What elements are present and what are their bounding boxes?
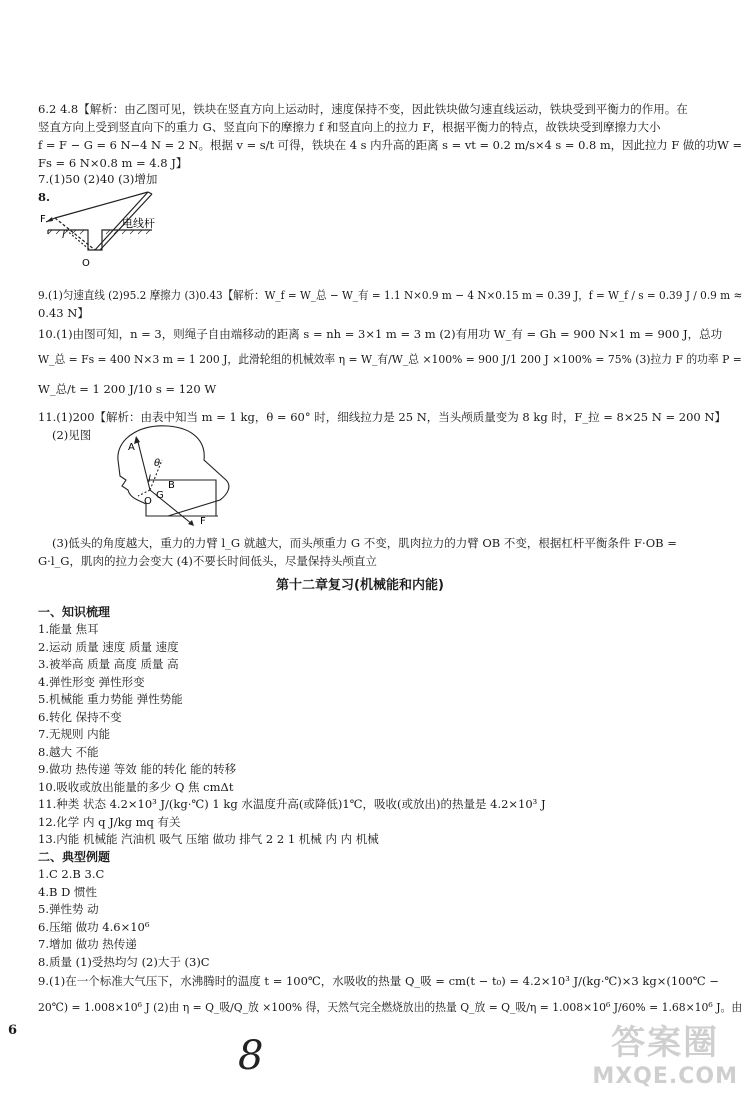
example-item: 6.压缩 做功 4.6×10⁶: [38, 920, 150, 934]
example-item: 8.质量 (1)受热均匀 (2)大于 (3)C: [38, 955, 210, 969]
answer-10-line-2: W_总 = Fs = 400 N×3 m = 1 200 J，此滑轮组的机械效率 η = W_有/W_总 ×100% = 900 J/1 200 J ×100% = 75% (3)拉力 F 的功率 P =: [38, 352, 742, 366]
knowledge-item: 9.做功 热传递 等效 能的转化 能的转移: [38, 762, 237, 776]
figure-8-lever-diagram: [40, 188, 200, 270]
example-item: 7.增加 做功 热传递: [38, 937, 137, 951]
knowledge-item: 5.机械能 重力势能 弹性势能: [38, 692, 183, 706]
knowledge-item: 4.弹性形变 弹性形变: [38, 675, 145, 689]
knowledge-item: 6.转化 保持不变: [38, 710, 122, 724]
answer-9-line-1: 9.(1)匀速直线 (2)95.2 摩擦力 (3)0.43【解析：W_f = W_总 − W_有 = 1.1 N×0.9 m − 4 N×0.15 m = 0.39 J，f = W_f / s = 0.39 J / 0.9 m ≈: [38, 288, 743, 302]
knowledge-item: 13.内能 机械能 汽油机 吸气 压缩 做功 排气 2 2 1 机械 内 内 机械: [38, 832, 379, 846]
fig11-label-G: G: [156, 490, 164, 501]
fig11-label-l: l: [148, 474, 151, 485]
fig8-label-l: l: [62, 230, 65, 241]
fig11-label-O: O: [144, 496, 152, 507]
section-examples-heading: 二、典型例题: [38, 850, 111, 864]
answer-10-line-3: W_总/t = 1 200 J/10 s = 120 W: [38, 382, 217, 396]
knowledge-item: 8.越大 不能: [38, 745, 99, 759]
page-number: 6: [8, 1023, 18, 1038]
handwritten-mark: 8: [238, 1033, 264, 1079]
knowledge-item: 1.能量 焦耳: [38, 622, 99, 636]
example-item: 9.(1)在一个标准大气压下，水沸腾时的温度 t = 100℃，水吸收的热量 Q_吸 = cm(t − t₀) = 4.2×10³ J/(kg·℃)×3 kg×(100℃ −: [38, 974, 719, 988]
answer-8-label: 8.: [38, 190, 51, 204]
answer-11-line-3: (3)低头的角度越大，重力的力臂 l_G 就越大，而头颅重力 G 不变，肌肉拉力的力臂 OB 不变，根据杠杆平衡条件 F·OB =: [52, 536, 677, 550]
fig8-label-pole: 电线杆: [122, 217, 155, 230]
site-watermark: [592, 1015, 738, 1089]
knowledge-item: 2.运动 质量 速度 质量 速度: [38, 640, 179, 654]
answer-11-line-4: G·l_G，肌肉的拉力会变大 (4)不要长时间低头，尽量保持头颅直立: [38, 554, 377, 568]
knowledge-item: 12.化学 内 q J/kg mq 有关: [38, 815, 181, 829]
example-item: 5.弹性势 动: [38, 902, 99, 916]
knowledge-item: 11.种类 状态 4.2×10³ J/(kg·℃) 1 kg 水温度升高(或降低)1℃，吸收(或放出)的热量是 4.2×10³ J: [38, 797, 546, 811]
knowledge-item: 3.被举高 质量 高度 质量 高: [38, 657, 179, 671]
example-item: 4.B D 惯性: [38, 885, 97, 899]
chapter-title: 第十二章复习(机械能和内能): [276, 578, 444, 593]
answer-11-line-1: 11.(1)200【解析：由表中知当 m = 1 kg，θ = 60° 时，细线拉力是 25 N，当头颅质量变为 8 kg 时，F_拉 = 8×25 N = 200 N】: [38, 410, 726, 424]
fig11-label-B: B: [168, 480, 175, 491]
figure-11-head-diagram: [108, 420, 268, 530]
answer-6-line-2: 竖直方向上受到竖直向下的重力 G、竖直向下的摩擦力 f 和竖直向上的拉力 F，根据平衡力的特点，故铁块受到摩擦力大小: [38, 120, 661, 134]
example-item: 20℃) = 1.008×10⁶ J (2)由 η = Q_吸/Q_放 ×100% 得，天然气完全燃烧放出的热量 Q_放 = Q_吸/η = 1.008×10⁶ J/60% = 1.68×10⁶ J。由: [38, 1000, 743, 1014]
fig11-label-A: A: [128, 442, 135, 453]
answer-11-line-2: (2)见图: [52, 428, 92, 442]
answer-6-line-3: f = F − G = 6 N−4 N = 2 N。根据 v = s/t 可得，铁块在 4 s 内升高的距离 s = vt = 0.2 m/s×4 s = 0.8 m，因此拉力 F 做的功W =: [38, 138, 743, 152]
answer-6-line-4: Fs = 6 N×0.8 m = 4.8 J】: [38, 156, 188, 170]
answer-10-line-1: 10.(1)由图可知，n = 3，则绳子自由端移动的距离 s = nh = 3×1 m = 3 m (2)有用功 W_有 = Gh = 900 N×1 m = 900 J，总功: [38, 327, 723, 341]
answer-7: 7.(1)50 (2)40 (3)增加: [38, 172, 158, 186]
fig11-label-F: F: [200, 516, 206, 527]
fig11-label-theta: θ: [154, 458, 161, 469]
fig8-label-O: O: [82, 258, 90, 269]
example-item: 1.C 2.B 3.C: [38, 867, 105, 881]
knowledge-item: 10.吸收或放出能量的多少 Q 焦 cmΔt: [38, 780, 234, 794]
watermark-url: MXQE.COM: [592, 1064, 738, 1089]
watermark-logo-text: 答案圈: [611, 1023, 720, 1063]
answer-6-line-1: 6.2 4.8【解析：由乙图可见，铁块在竖直方向上运动时，速度保持不变，因此铁块做匀速直线运动，铁块受到平衡力的作用。在: [38, 102, 688, 116]
section-knowledge-heading: 一、知识梳理: [38, 605, 111, 619]
fig8-label-F: F: [40, 214, 46, 225]
answer-9-line-2: 0.43 N】: [38, 306, 89, 320]
knowledge-item: 7.无规则 内能: [38, 727, 111, 741]
